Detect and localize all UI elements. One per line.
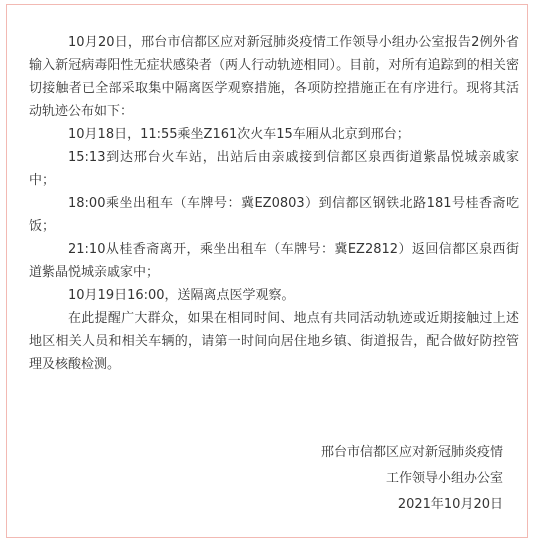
paragraph-trajectory-5: 10月19日16:00，送隔离点医学观察。 — [68, 288, 295, 303]
paragraph-trajectory-2: 15:13到达邢台火车站，出站后由亲戚接到信都区泉西街道紫晶悦城亲戚家中； — [29, 150, 519, 188]
signature-org-line-2: 工作领导小组办公室 — [385, 471, 503, 486]
paragraph-trajectory-3: 18:00乘坐出租车（车牌号：冀EZ0803）到信都区钢铁北路181号桂香斋吃饭； — [29, 196, 519, 234]
paragraph-reminder: 在此提醒广大群众，如果在相同时间、地点有共同活动轨迹或近期接触过上述地区相关人员和相关车辆的，请第一时间向居住地乡镇、街道报告，配合做好防控管理及核酸检测。 — [29, 311, 519, 372]
paragraph-trajectory-4: 21:10从桂香斋离开，乘坐出租车（车牌号：冀EZ2812）返回信都区泉西街道紫晶悦城亲戚家中； — [29, 242, 519, 280]
signature-date: 2021年10月20日 — [397, 497, 503, 512]
signature-block — [321, 440, 503, 518]
signature-org-line-1: 邢台市信都区应对新冠肺炎疫情 — [320, 445, 503, 460]
paragraph-trajectory-1: 10月18日，11:55乘坐Z161次火车15车厢从北京到邢台； — [68, 127, 410, 142]
paragraph-intro: 10月20日，邢台市信都区应对新冠肺炎疫情工作领导小组办公室报告2例外省输入新冠病毒阳性无症状感染者（两人行动轨迹相同）。目前，对所有追踪到的相关密切接触者已全部采取集中隔离医学观察措施，各项防控措施正在有序进行。现将其活动轨迹公布如下： — [29, 35, 519, 119]
notice-frame — [6, 4, 528, 538]
notice-body — [29, 31, 519, 376]
